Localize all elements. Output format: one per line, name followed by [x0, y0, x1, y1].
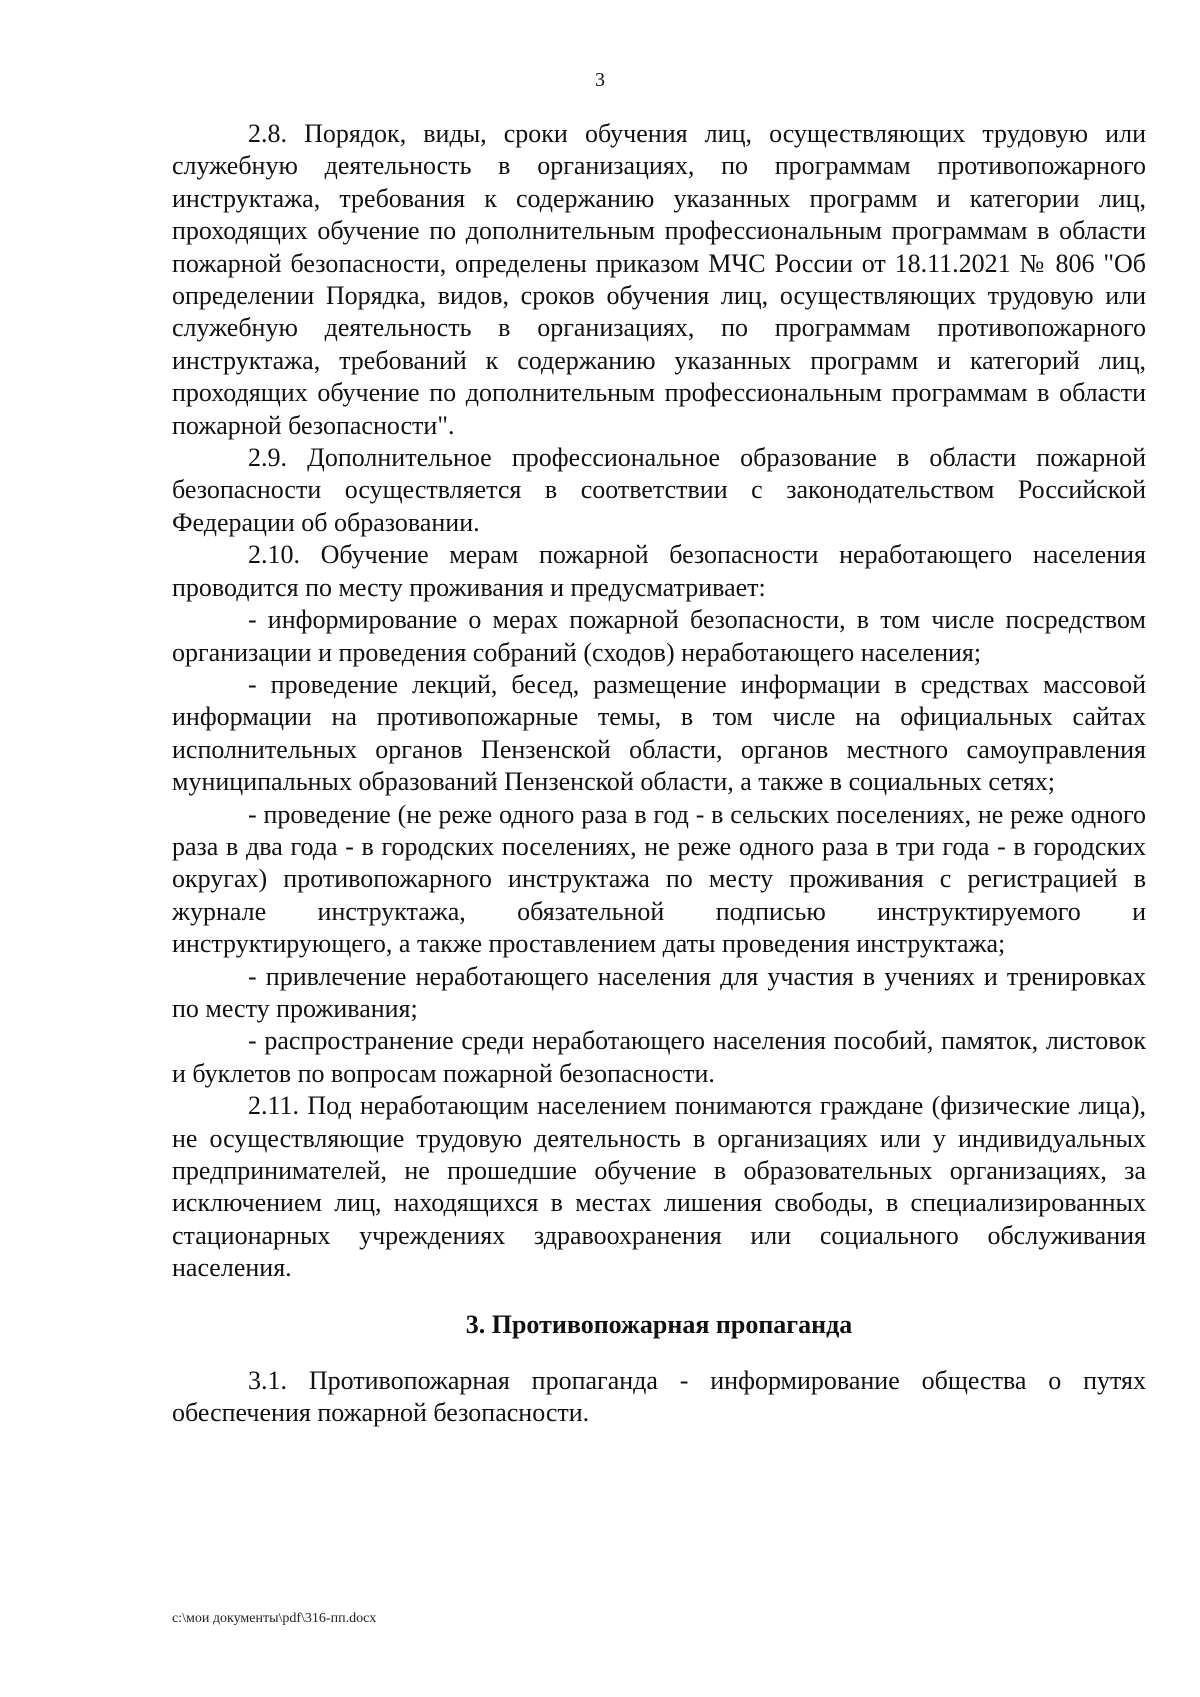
paragraph-2-10: 2.10. Обучение мерам пожарной безопасности неработающего населения проводится по месту проживания и предусматривает: — [172, 540, 1146, 602]
list-item-exercises: - привлечение неработающего населения для участия в учениях и тренировках по месту проживания; — [172, 961, 1146, 1023]
section-3-heading: 3. Противопожарная пропаганда — [465, 1309, 853, 1339]
list-item-lectures: - проведение лекций, бесед, размещение информации в средствах массовой информации на противопожарные темы, в том числе на официальных сайтах исполнительных органов Пензенской области, органов местного самоуправления муниципальных образований Пензенской области, а также в социальных сетях; — [172, 669, 1146, 797]
list-item-leaflets: - распространение среди неработающего населения пособий, памяток, листовок и буклетов по вопросам пожарной безопасности. — [172, 1026, 1146, 1088]
document-body — [172, 118, 1146, 1430]
paragraph-2-8: 2.8. Порядок, виды, сроки обучения лиц, осуществляющих трудовую или служебную деятельность в организациях, по программам противопожарного инструктажа, требования к содержанию указанных программ и категории лиц, проходящих обучение по дополнительным профессиональным программам в области пожарной безопасности, определены приказом МЧС России от 18.11.2021 № 806 "Об определении Порядка, видов, сроков обучения лиц, осуществляющих трудовую или служебную деятельность в организациях, по программам противопожарного инструктажа, требований к содержанию указанных программ и категорий лиц, проходящих обучение по дополнительным профессиональным программам в области пожарной безопасности". — [172, 119, 1146, 440]
footer-file-path: c:\мои документы\pdf\316-пп.docx — [172, 1611, 377, 1626]
list-item-instruction: - проведение (не реже одного раза в год - в сельских поселениях, не реже одного раза в два года - в городских поселениях, не реже одного раза в три года - в городских округах) противопожарного инструктажа по месту проживания с регистрацией в журнале инструктажа, обязательной подписью инструктируемого и инструктирующего, а также проставлением даты проведения инструктажа; — [172, 799, 1146, 959]
paragraph-3-1: 3.1. Противопожарная пропаганда - информирование общества о путях обеспечения пожарной безопасности. — [172, 1366, 1146, 1428]
paragraph-2-11: 2.11. Под неработающим населением понимаются граждане (физические лица), не осуществляющие трудовую деятельность в организациях или у индивидуальных предпринимателей, не прошедшие обучение в образовательных организациях, за исключением лиц, находящихся в местах лишения свободы, в специализированных стационарных учреждениях здравоохранения или социального обслуживания населения. — [172, 1091, 1146, 1283]
list-item-informing: - информирование о мерах пожарной безопасности, в том числе посредством организации и проведения собраний (сходов) неработающего населения; — [172, 605, 1146, 667]
page-number: 3 — [595, 69, 605, 91]
paragraph-2-9: 2.9. Дополнительное профессиональное образование в области пожарной безопасности осуществляется в соответствии с законодательством Российской Федерации об образовании. — [172, 443, 1146, 537]
